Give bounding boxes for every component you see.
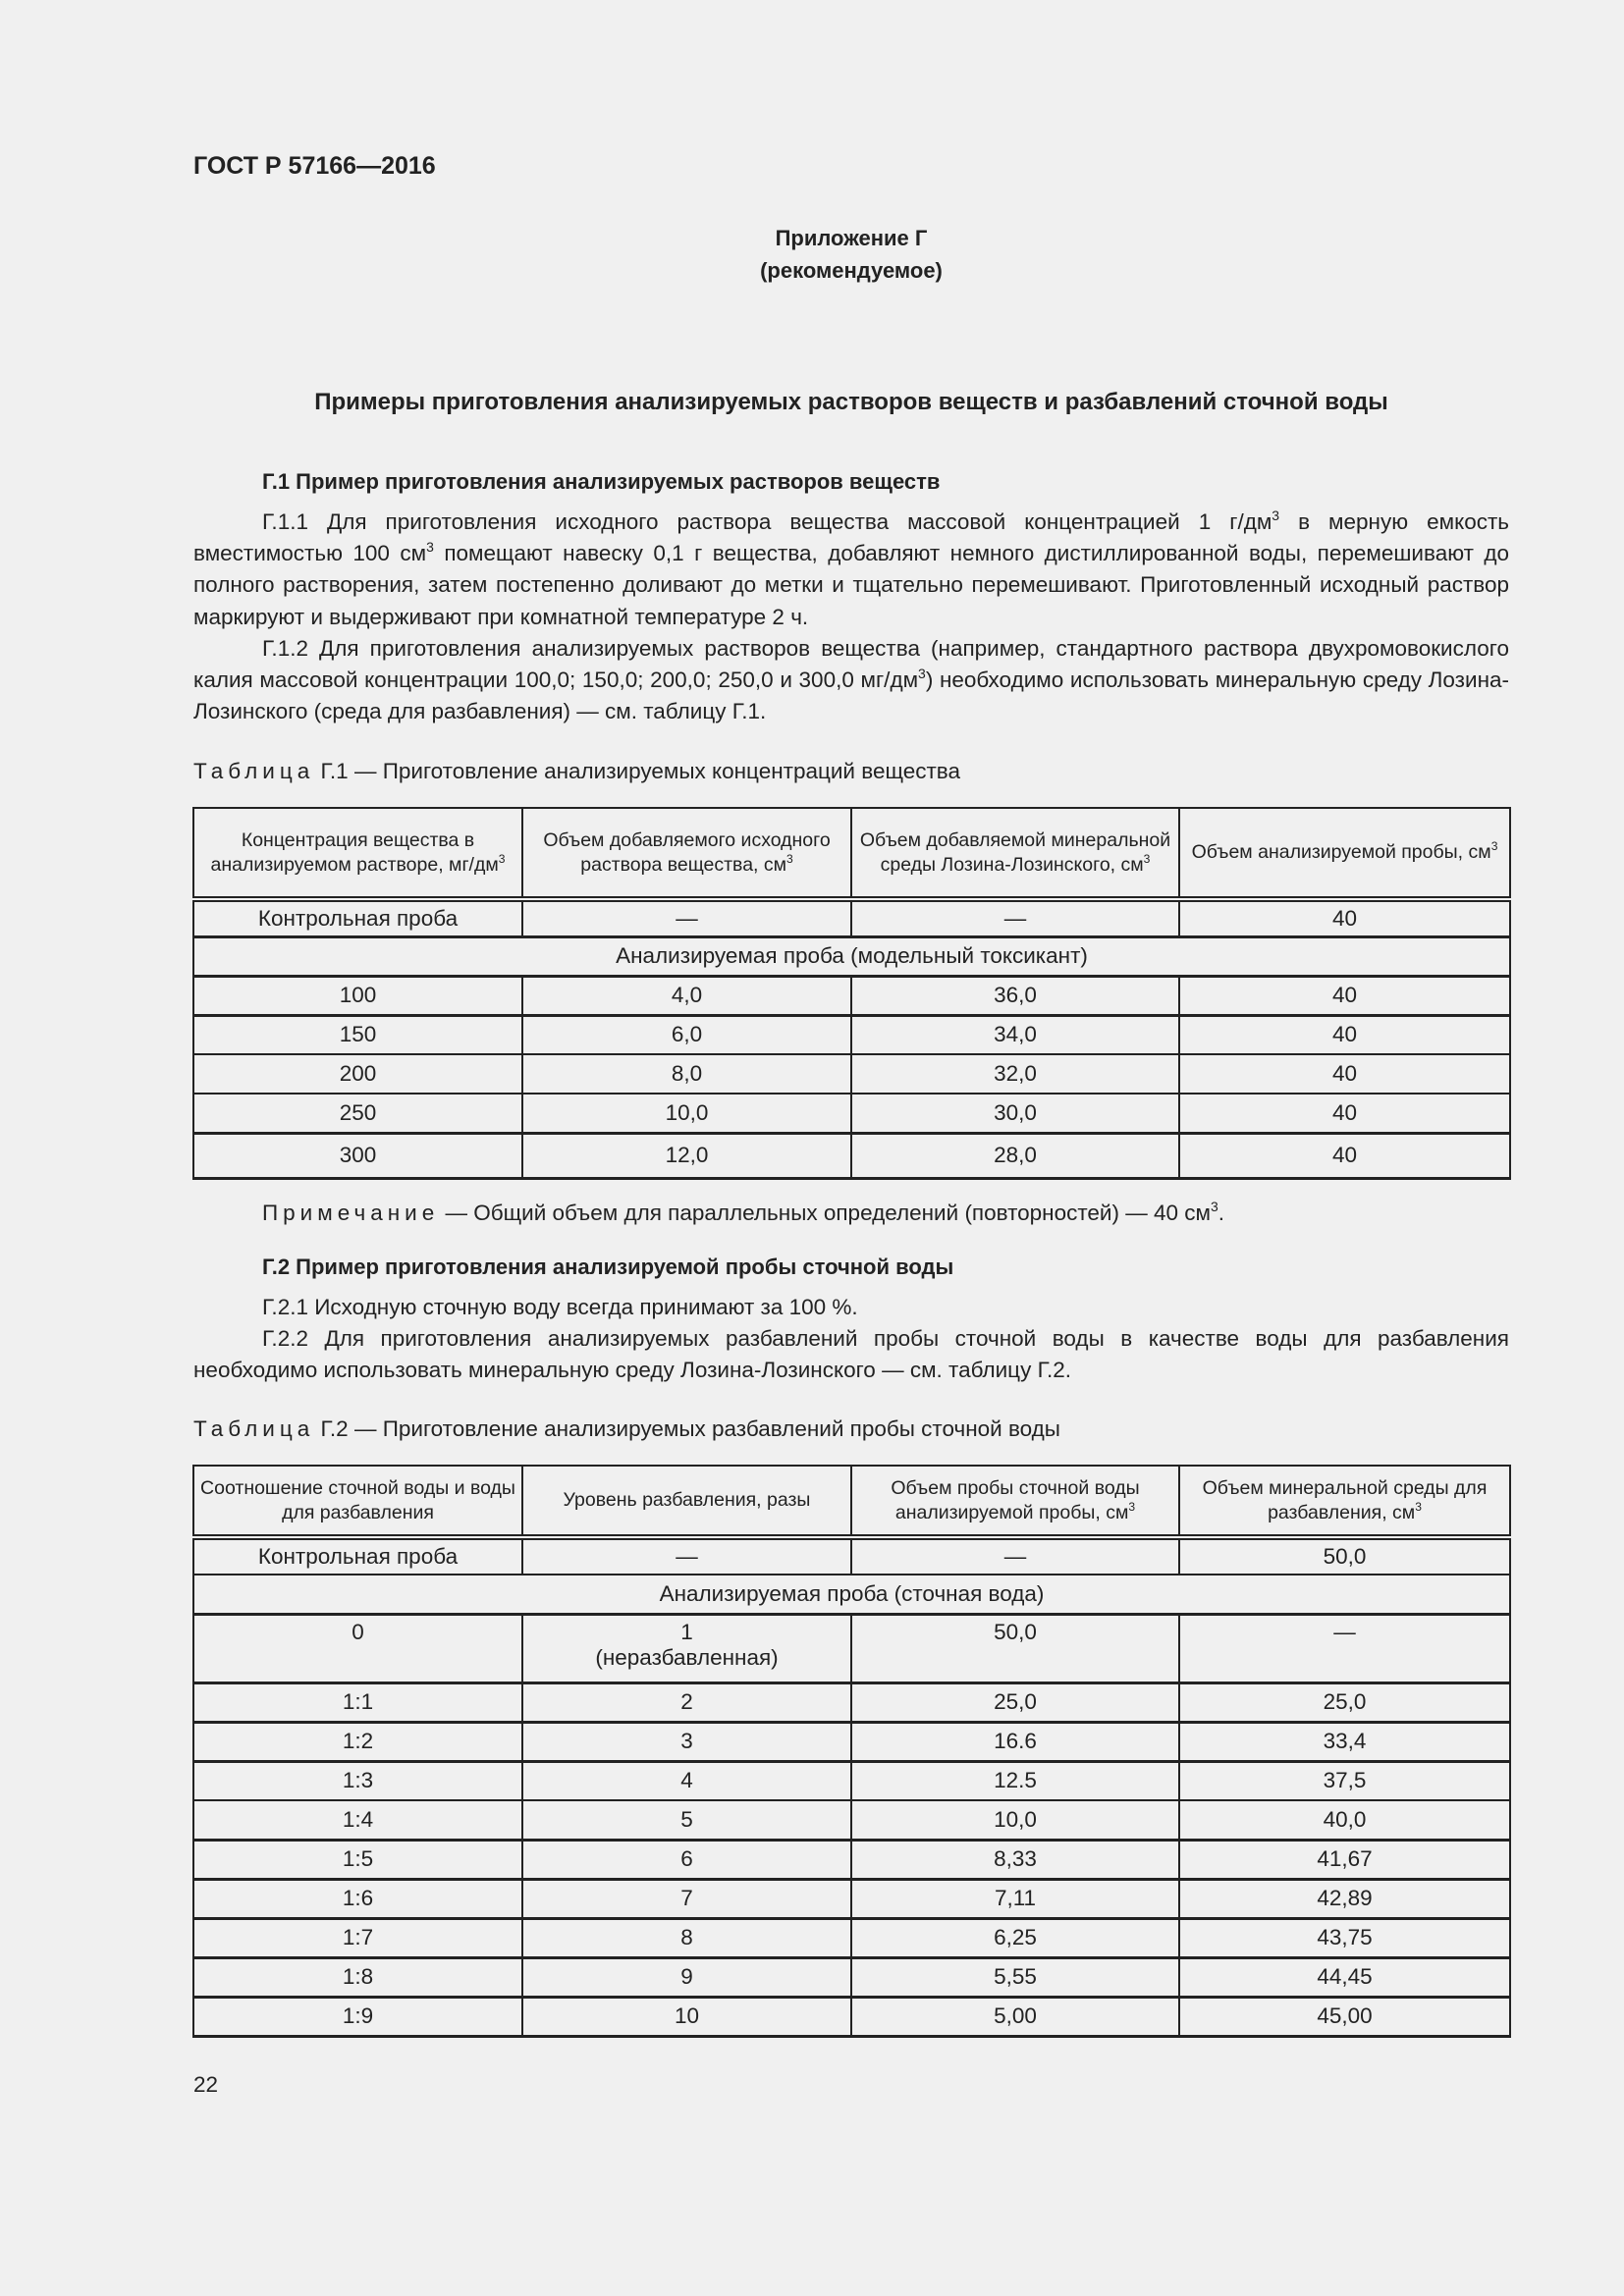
table-cell: 40 xyxy=(1179,976,1510,1015)
table-row-control xyxy=(193,1537,1510,1575)
table-cell: 2 xyxy=(522,1682,851,1722)
table-cell: 5,00 xyxy=(851,1997,1179,2036)
table-row xyxy=(193,1957,1510,1997)
caption-label: Таблица xyxy=(193,759,315,783)
column-header: Концентрация вещества в анализируемом растворе, $мг/дм^3$ xyxy=(193,808,522,899)
table-cell: 40 xyxy=(1179,1094,1510,1133)
table-cell: 34,0 xyxy=(851,1015,1179,1054)
table-cell: 40,0 xyxy=(1179,1800,1510,1840)
table-cell: 150 xyxy=(193,1015,522,1054)
table-cell: 32,0 xyxy=(851,1054,1179,1094)
table-cell: 6,0 xyxy=(522,1015,851,1054)
table-cell: 37,5 xyxy=(1179,1761,1510,1800)
section2-body xyxy=(193,1292,1509,1387)
table-cell: 43,75 xyxy=(1179,1918,1510,1957)
table-row xyxy=(193,1094,1510,1133)
table-cell: 40 xyxy=(1179,1054,1510,1094)
table-cell: 4 xyxy=(522,1761,851,1800)
table-cell: 1:8 xyxy=(193,1957,522,1997)
table-cell: 25,0 xyxy=(1179,1682,1510,1722)
paragraph-text: в мерную емкость вместимостью 100 см xyxy=(193,509,1509,566)
table-row xyxy=(193,1614,1510,1682)
column-header: Объем минеральной среды для разбавления, $см^3$ xyxy=(1179,1466,1510,1537)
group-label: Анализируемая проба (сточная вода) xyxy=(193,1575,1510,1614)
table1-note xyxy=(262,1198,1225,1226)
table-cell: 5,55 xyxy=(851,1957,1179,1997)
table-cell: 16.6 xyxy=(851,1722,1179,1761)
paragraph-g1-2 xyxy=(193,633,1509,728)
table-cell: 1:6 xyxy=(193,1879,522,1918)
caption-text: Г.2 — Приготовление анализируемых разбавлений пробы сточной воды xyxy=(314,1416,1060,1441)
superscript: 3 xyxy=(1272,507,1280,523)
table-cell: 8 xyxy=(522,1918,851,1957)
note-text: — Общий объем для параллельных определений (повторностей) — 40 см xyxy=(439,1201,1211,1225)
table-cell: 5 xyxy=(522,1800,851,1840)
superscript: 3 xyxy=(918,665,926,681)
table-cell: 33,4 xyxy=(1179,1722,1510,1761)
table-cell: 1:4 xyxy=(193,1800,522,1840)
annex-label: Приложение Г xyxy=(775,226,928,250)
table-g1 xyxy=(192,807,1511,1180)
paragraph-g2-1: Г.2.1 Исходную сточную воду всегда принимают за 100 %. xyxy=(262,1295,858,1319)
table-cell: 42,89 xyxy=(1179,1879,1510,1918)
table-cell: 10 xyxy=(522,1997,851,2036)
table-cell: 28,0 xyxy=(851,1133,1179,1178)
table-row xyxy=(193,1682,1510,1722)
table-cell: 12,0 xyxy=(522,1133,851,1178)
table-cell: 4,0 xyxy=(522,976,851,1015)
superscript: 3 xyxy=(1211,1198,1218,1214)
table-cell: Контрольная проба xyxy=(193,1537,522,1575)
table-row xyxy=(193,1879,1510,1918)
table-cell: 45,00 xyxy=(1179,1997,1510,2036)
table-row xyxy=(193,1722,1510,1761)
table-cell: 40 xyxy=(1179,1133,1510,1178)
table-cell: 50,0 xyxy=(851,1614,1179,1682)
table-cell: 36,0 xyxy=(851,976,1179,1015)
table-row xyxy=(193,1133,1510,1178)
column-header: Объем анализируемой пробы, $см^3$ xyxy=(1179,808,1510,899)
table2-caption xyxy=(193,1416,1060,1442)
paragraph-g1-1 xyxy=(193,507,1509,633)
column-header: Объем пробы сточной воды анализируемой пробы, $см^3$ xyxy=(851,1466,1179,1537)
table-cell: 1:3 xyxy=(193,1761,522,1800)
section-heading-g2: Г.2 Пример приготовления анализируемой пробы сточной воды xyxy=(262,1255,954,1279)
table-cell: 8,0 xyxy=(522,1054,851,1094)
group-label: Анализируемая проба (модельный токсикант) xyxy=(193,936,1510,976)
table-cell: — xyxy=(851,1537,1179,1575)
annex-status: (рекомендуемое) xyxy=(760,258,943,283)
superscript: 3 xyxy=(426,539,434,556)
table1-caption xyxy=(193,759,960,784)
table-row xyxy=(193,1800,1510,1840)
table-cell: 1:7 xyxy=(193,1918,522,1957)
table-row xyxy=(193,1054,1510,1094)
table-cell: — xyxy=(522,1537,851,1575)
table-cell: 44,45 xyxy=(1179,1957,1510,1997)
table-row xyxy=(193,976,1510,1015)
level-value: 1 xyxy=(680,1619,693,1644)
note-end: . xyxy=(1218,1201,1225,1225)
table-cell: 300 xyxy=(193,1133,522,1178)
table-cell: 1:2 xyxy=(193,1722,522,1761)
page-number: 22 xyxy=(193,2072,219,2097)
table-row xyxy=(193,1840,1510,1879)
table-cell: 10,0 xyxy=(851,1800,1179,1840)
level-note: (неразбавленная) xyxy=(595,1644,779,1670)
section1-body xyxy=(193,507,1509,727)
table-cell: 30,0 xyxy=(851,1094,1179,1133)
table-cell: 41,67 xyxy=(1179,1840,1510,1879)
table-group-row xyxy=(193,936,1510,976)
table-cell: 10,0 xyxy=(522,1094,851,1133)
paragraph-text: Г.1.2 Для приготовления анализируемых растворов вещества (например, стандартного раствора двухромовокислого калия массовой концентрации 100,0; 150,0; 200,0; 250,0 и 300,0 мг/дм xyxy=(193,635,1509,693)
table-cell: 0 xyxy=(193,1614,522,1682)
section-heading-g1: Г.1 Пример приготовления анализируемых растворов веществ xyxy=(262,469,941,494)
table-cell: 250 xyxy=(193,1094,522,1133)
table-cell xyxy=(522,1614,851,1682)
table-row xyxy=(193,1997,1510,2036)
table-row xyxy=(193,1918,1510,1957)
paragraph-text: Г.1.1 Для приготовления исходного раствора вещества массовой концентрацией 1 г/дм xyxy=(262,509,1272,534)
table-cell: 9 xyxy=(522,1957,851,1997)
table-cell: 50,0 xyxy=(1179,1537,1510,1575)
document-code: ГОСТ Р 57166—2016 xyxy=(193,152,436,180)
table-cell: 200 xyxy=(193,1054,522,1094)
table-g2 xyxy=(192,1465,1511,2038)
table-row-control xyxy=(193,899,1510,936)
table-cell: 1:9 xyxy=(193,1997,522,2036)
table-row xyxy=(193,1015,1510,1054)
table-cell: 6 xyxy=(522,1840,851,1879)
table-cell: 1:1 xyxy=(193,1682,522,1722)
column-header: Соотношение сточной воды и воды для разбавления xyxy=(193,1466,522,1537)
paragraph-text: ) необходимо использовать минеральную среду Лозина-Лозинского (среда для разбавления) — см. таблицу Г.1. xyxy=(193,667,1509,724)
table-row xyxy=(193,1761,1510,1800)
table-group-row xyxy=(193,1575,1510,1614)
annex-title: Примеры приготовления анализируемых растворов веществ и разбавлений сточной воды xyxy=(314,389,1388,415)
table-cell: 7 xyxy=(522,1879,851,1918)
paragraph-g2-2: Г.2.2 Для приготовления анализируемых разбавлений пробы сточной воды в качестве воды для разбавления необходимо использовать минеральную среду Лозина-Лозинского — см. таблицу Г.2. xyxy=(193,1326,1509,1383)
table-cell: 1:5 xyxy=(193,1840,522,1879)
table-cell: 7,11 xyxy=(851,1879,1179,1918)
column-header: Уровень разбавления, разы xyxy=(522,1466,851,1537)
table-cell: 25,0 xyxy=(851,1682,1179,1722)
table-header-row xyxy=(193,1466,1510,1537)
caption-text: Г.1 — Приготовление анализируемых концентраций вещества xyxy=(314,759,960,783)
table-cell: — xyxy=(851,899,1179,936)
caption-label: Таблица xyxy=(193,1416,315,1441)
table-cell: — xyxy=(1179,1614,1510,1682)
table-cell: 100 xyxy=(193,976,522,1015)
table-cell: 40 xyxy=(1179,899,1510,936)
table-cell: — xyxy=(522,899,851,936)
column-header: Объем добавляемого исходного раствора вещества, $см^3$ xyxy=(522,808,851,899)
note-label: Примечание xyxy=(262,1201,440,1225)
table-cell: 8,33 xyxy=(851,1840,1179,1879)
table-cell: 6,25 xyxy=(851,1918,1179,1957)
column-header: Объем добавляемой минеральной среды Лозина-Лозинского, $см^3$ xyxy=(851,808,1179,899)
table-cell: Контрольная проба xyxy=(193,899,522,936)
table-cell: 3 xyxy=(522,1722,851,1761)
table-cell: 40 xyxy=(1179,1015,1510,1054)
paragraph-text: помещают навеску 0,1 г вещества, добавляют немного дистиллированной воды, перемешивают до полного растворения, затем постепенно доливают до метки и тщательно перемешивают. Приготовленный исходный раствор маркируют и выдерживают при комнатной температуре 2 ч. xyxy=(193,541,1509,629)
table-header-row xyxy=(193,808,1510,899)
table-cell: 12.5 xyxy=(851,1761,1179,1800)
